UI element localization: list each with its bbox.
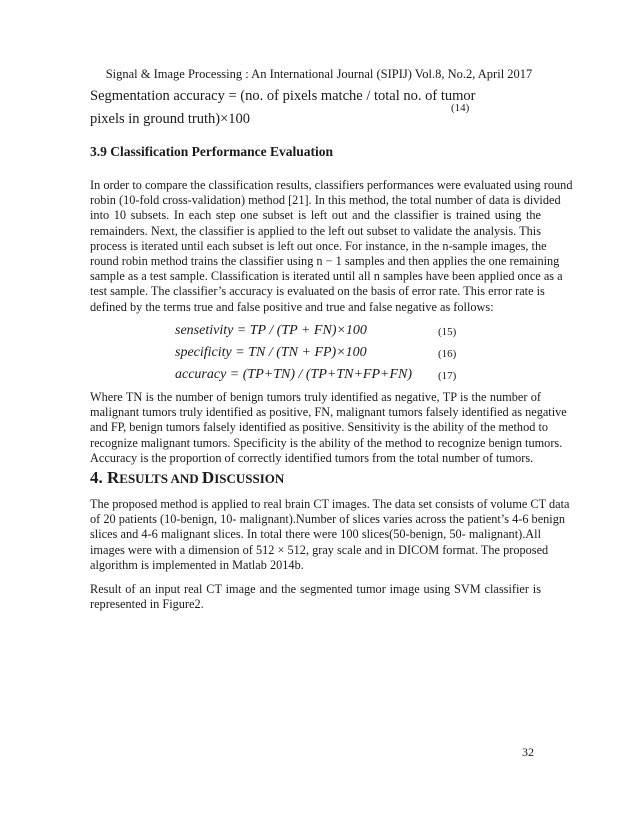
equation-16: specificity = TN / (TN + FP)×100 (175, 345, 367, 360)
results-paragraph (90, 497, 570, 573)
equation-14-number: (14) (451, 102, 470, 114)
classification-paragraph (90, 178, 573, 315)
paragraph-line: malignant tumors truly identified as positive, FN, malignant tumors falsely identified as negative (90, 405, 567, 420)
heading-smallcaps: ESULTS AND (119, 471, 202, 486)
equation-15-number: (15) (438, 326, 457, 338)
paragraph-line: slices and 4-6 malignant slices. In total there were 100 slices(50-benign, 50- malignant).All (90, 527, 541, 542)
paragraph-line: Where TN is the number of benign tumors truly identified as negative, TP is the number of (90, 390, 541, 404)
paragraph-line: robin (10-fold cross-validation) method [21]. In this method, the total number of data is divided (90, 193, 561, 208)
section-4-heading (90, 468, 284, 488)
paragraph-line: remainders. Next, the classifier is applied to the left out subset to validate the analysis. This (90, 223, 541, 238)
paragraph-line: into 10 subsets. In each step one subset is left out and the classifier is trained using the (90, 208, 541, 223)
paragraph-line: The proposed method is applied to real brain CT images. The data set consists of volume CT data (90, 497, 570, 511)
paragraph-line: In order to compare the classification results, classifiers performances were evaluated using round (90, 178, 573, 192)
paragraph-line: algorithm is implemented in Matlab 2014b. (90, 557, 304, 572)
equation-16-number: (16) (438, 348, 457, 360)
heading-initial: 4. R (90, 468, 120, 487)
figure-reference-paragraph (90, 582, 541, 612)
section-3-9-heading: 3.9 Classification Performance Evaluation (90, 144, 333, 159)
paragraph-line: sample as a test sample. Classification is iterated until all n samples have been applied once as a (90, 269, 563, 284)
heading-initial: D (201, 468, 215, 487)
paragraph-line: round robin method trains the classifier using n − 1 samples and then applies the one remaining (90, 254, 560, 269)
paragraph-line: and FP, benign tumors falsely identified as positive. Sensitivity is the ability of the method to (90, 420, 549, 435)
paragraph-line: defined by the terms true and false positive and true and false negative as follows: (90, 299, 494, 314)
running-header: Signal & Image Processing : An International Journal (SIPIJ) Vol.8, No.2, April 2017 (105, 67, 533, 81)
definitions-paragraph (90, 390, 567, 466)
equation-15: sensetivity = TP / (TP + FN)×100 (175, 323, 367, 338)
page-number: 32 (522, 745, 534, 759)
heading-smallcaps: ISCUSSION (214, 471, 285, 486)
equation-14-line-1: Segmentation accuracy = (no. of pixels matche / total no. of tumor (90, 88, 476, 104)
paragraph-line: of 20 patients (10-benign, 10- malignant).Number of slices varies across the patient’s 4-6 benign (90, 512, 566, 527)
paragraph-line: represented in Figure2. (90, 597, 204, 612)
paragraph-line: images were with a dimension of 512 × 512, gray scale and in DICOM format. The proposed (90, 542, 549, 557)
paragraph-line: recognize malignant tumors. Specificity is the ability of the method to recognize benign tumors. (90, 435, 563, 450)
paragraph-line: test sample. The classifier’s accuracy is evaluated on the basis of error rate. This error rate is (90, 284, 545, 299)
equation-17-number: (17) (438, 370, 457, 382)
paragraph-line: Result of an input real CT image and the segmented tumor image using SVM classifier is (90, 582, 541, 596)
equation-14-line-2: pixels in ground truth)×100 (90, 111, 251, 127)
paragraph-line: Accuracy is the proportion of correctly identified tumors from the total number of tumors. (90, 450, 534, 465)
paragraph-line: process is iterated until each subset is left out once. For instance, in the n-sample images, the (90, 238, 547, 253)
equation-17: accuracy = (TP+TN) / (TP+TN+FP+FN) (175, 367, 412, 382)
